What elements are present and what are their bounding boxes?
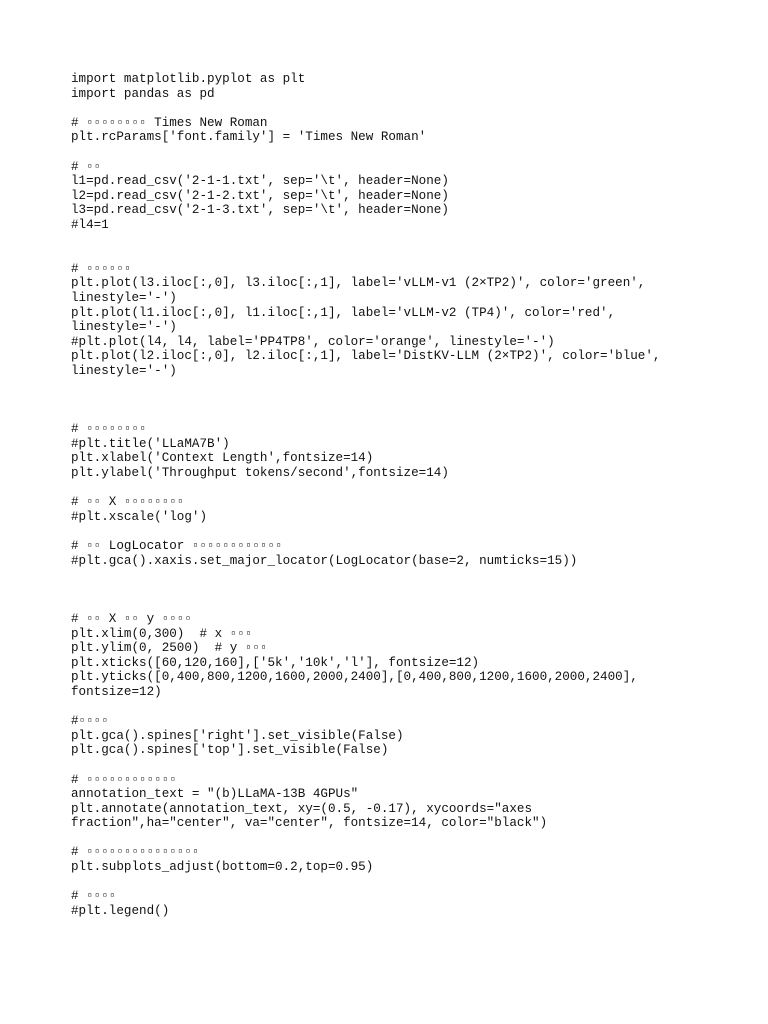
code-line: plt.plot(l3.iloc[:,0], l3.iloc[:,1], label='vLLM-v1 (2×TP2)', color='green', [71, 276, 646, 291]
code-line: #plt.plot(l4, l4, label='PP4TP8', color='orange', linestyle='-') [71, 334, 555, 349]
code-line [71, 378, 751, 393]
code-line: l3=pd.read_csv('2-1-3.txt', sep='\t', header=None) [71, 203, 449, 218]
code-line [71, 408, 751, 423]
code-line: plt.ylim(0, 2500) # y ▫▫▫ [71, 641, 268, 656]
code-line [71, 101, 751, 116]
code-line: plt.xticks([60,120,160],['5k','10k','l'], fontsize=12) [71, 655, 480, 670]
code-line: plt.yticks([0,400,800,1200,1600,2000,2400],[0,400,800,1200,1600,2000,2400], [71, 670, 638, 685]
code-line: l1=pd.read_csv('2-1-1.txt', sep='\t', header=None) [71, 174, 449, 189]
code-line: #▫▫▫▫ [71, 714, 109, 729]
code-line: linestyle='-') [71, 290, 177, 305]
code-line: # ▫▫▫▫▫▫ [71, 261, 132, 276]
code-line: # ▫▫▫▫▫▫▫▫▫▫▫▫ [71, 772, 177, 787]
code-line: # ▫▫ X ▫▫▫▫▫▫▫▫ [71, 495, 185, 510]
code-line: linestyle='-') [71, 363, 177, 378]
code-line: # ▫▫▫▫▫▫▫▫ Times New Roman [71, 115, 268, 130]
code-line [71, 831, 751, 846]
code-line: #plt.title('LLaMA7B') [71, 436, 230, 451]
code-line: # ▫▫▫▫ [71, 889, 117, 904]
code-line [71, 233, 751, 248]
code-line: plt.annotate(annotation_text, xy=(0.5, -0.17), xycoords="axes [71, 801, 533, 816]
code-line: #plt.xscale('log') [71, 509, 208, 524]
code-line: fontsize=12) [71, 684, 162, 699]
code-line: fraction",ha="center", va="center", fontsize=14, color="black") [71, 816, 548, 831]
code-line [71, 597, 751, 612]
code-line: # ▫▫ X ▫▫ y ▫▫▫▫ [71, 611, 192, 626]
code-line: # ▫▫▫▫▫▫▫▫ [71, 422, 147, 437]
code-line: plt.subplots_adjust(bottom=0.2,top=0.95) [71, 860, 374, 875]
code-line [71, 583, 751, 598]
code-line [71, 247, 751, 262]
code-line: # ▫▫ LogLocator ▫▫▫▫▫▫▫▫▫▫▫▫ [71, 539, 283, 553]
code-line: import matplotlib.pyplot as plt [71, 72, 306, 86]
code-line [71, 524, 751, 539]
code-line: plt.xlabel('Context Length',fontsize=14) [71, 451, 374, 466]
code-line [71, 393, 751, 408]
code-line [71, 145, 751, 160]
code-line: annotation_text = "(b)LLaMA-13B 4GPUs" [71, 787, 359, 802]
code-line: # ▫▫▫▫▫▫▫▫▫▫▫▫▫▫▫ [71, 845, 200, 860]
code-line: plt.plot(l2.iloc[:,0], l2.iloc[:,1], label='DistKV-LLM (2×TP2)', color='blue', [71, 349, 661, 364]
code-line [71, 758, 751, 773]
code-line: plt.plot(l1.iloc[:,0], l1.iloc[:,1], label='vLLM-v2 (TP4)', color='red', [71, 305, 616, 320]
code-line: linestyle='-') [71, 320, 177, 335]
code-line [71, 481, 751, 496]
code-line: import pandas as pd [71, 86, 215, 101]
code-line: plt.xlim(0,300) # x ▫▫▫ [71, 626, 253, 641]
code-line: #l4=1 [71, 217, 109, 232]
code-line: plt.rcParams['font.family'] = 'Times New Roman' [71, 130, 427, 145]
code-line: plt.gca().spines['top'].set_visible(False) [71, 743, 389, 758]
code-line: plt.ylabel('Throughput tokens/second',fontsize=14) [71, 466, 449, 481]
code-line [71, 568, 751, 583]
code-line: #plt.legend() [71, 903, 170, 918]
code-line: plt.gca().spines['right'].set_visible(False) [71, 728, 404, 743]
code-line: #plt.gca().xaxis.set_major_locator(LogLocator(base=2, numticks=15)) [71, 553, 578, 568]
code-line: # ▫▫ [71, 159, 102, 174]
code-line [71, 700, 751, 715]
code-listing [71, 72, 751, 918]
code-line: l2=pd.read_csv('2-1-2.txt', sep='\t', header=None) [71, 188, 449, 203]
code-line [71, 875, 751, 890]
